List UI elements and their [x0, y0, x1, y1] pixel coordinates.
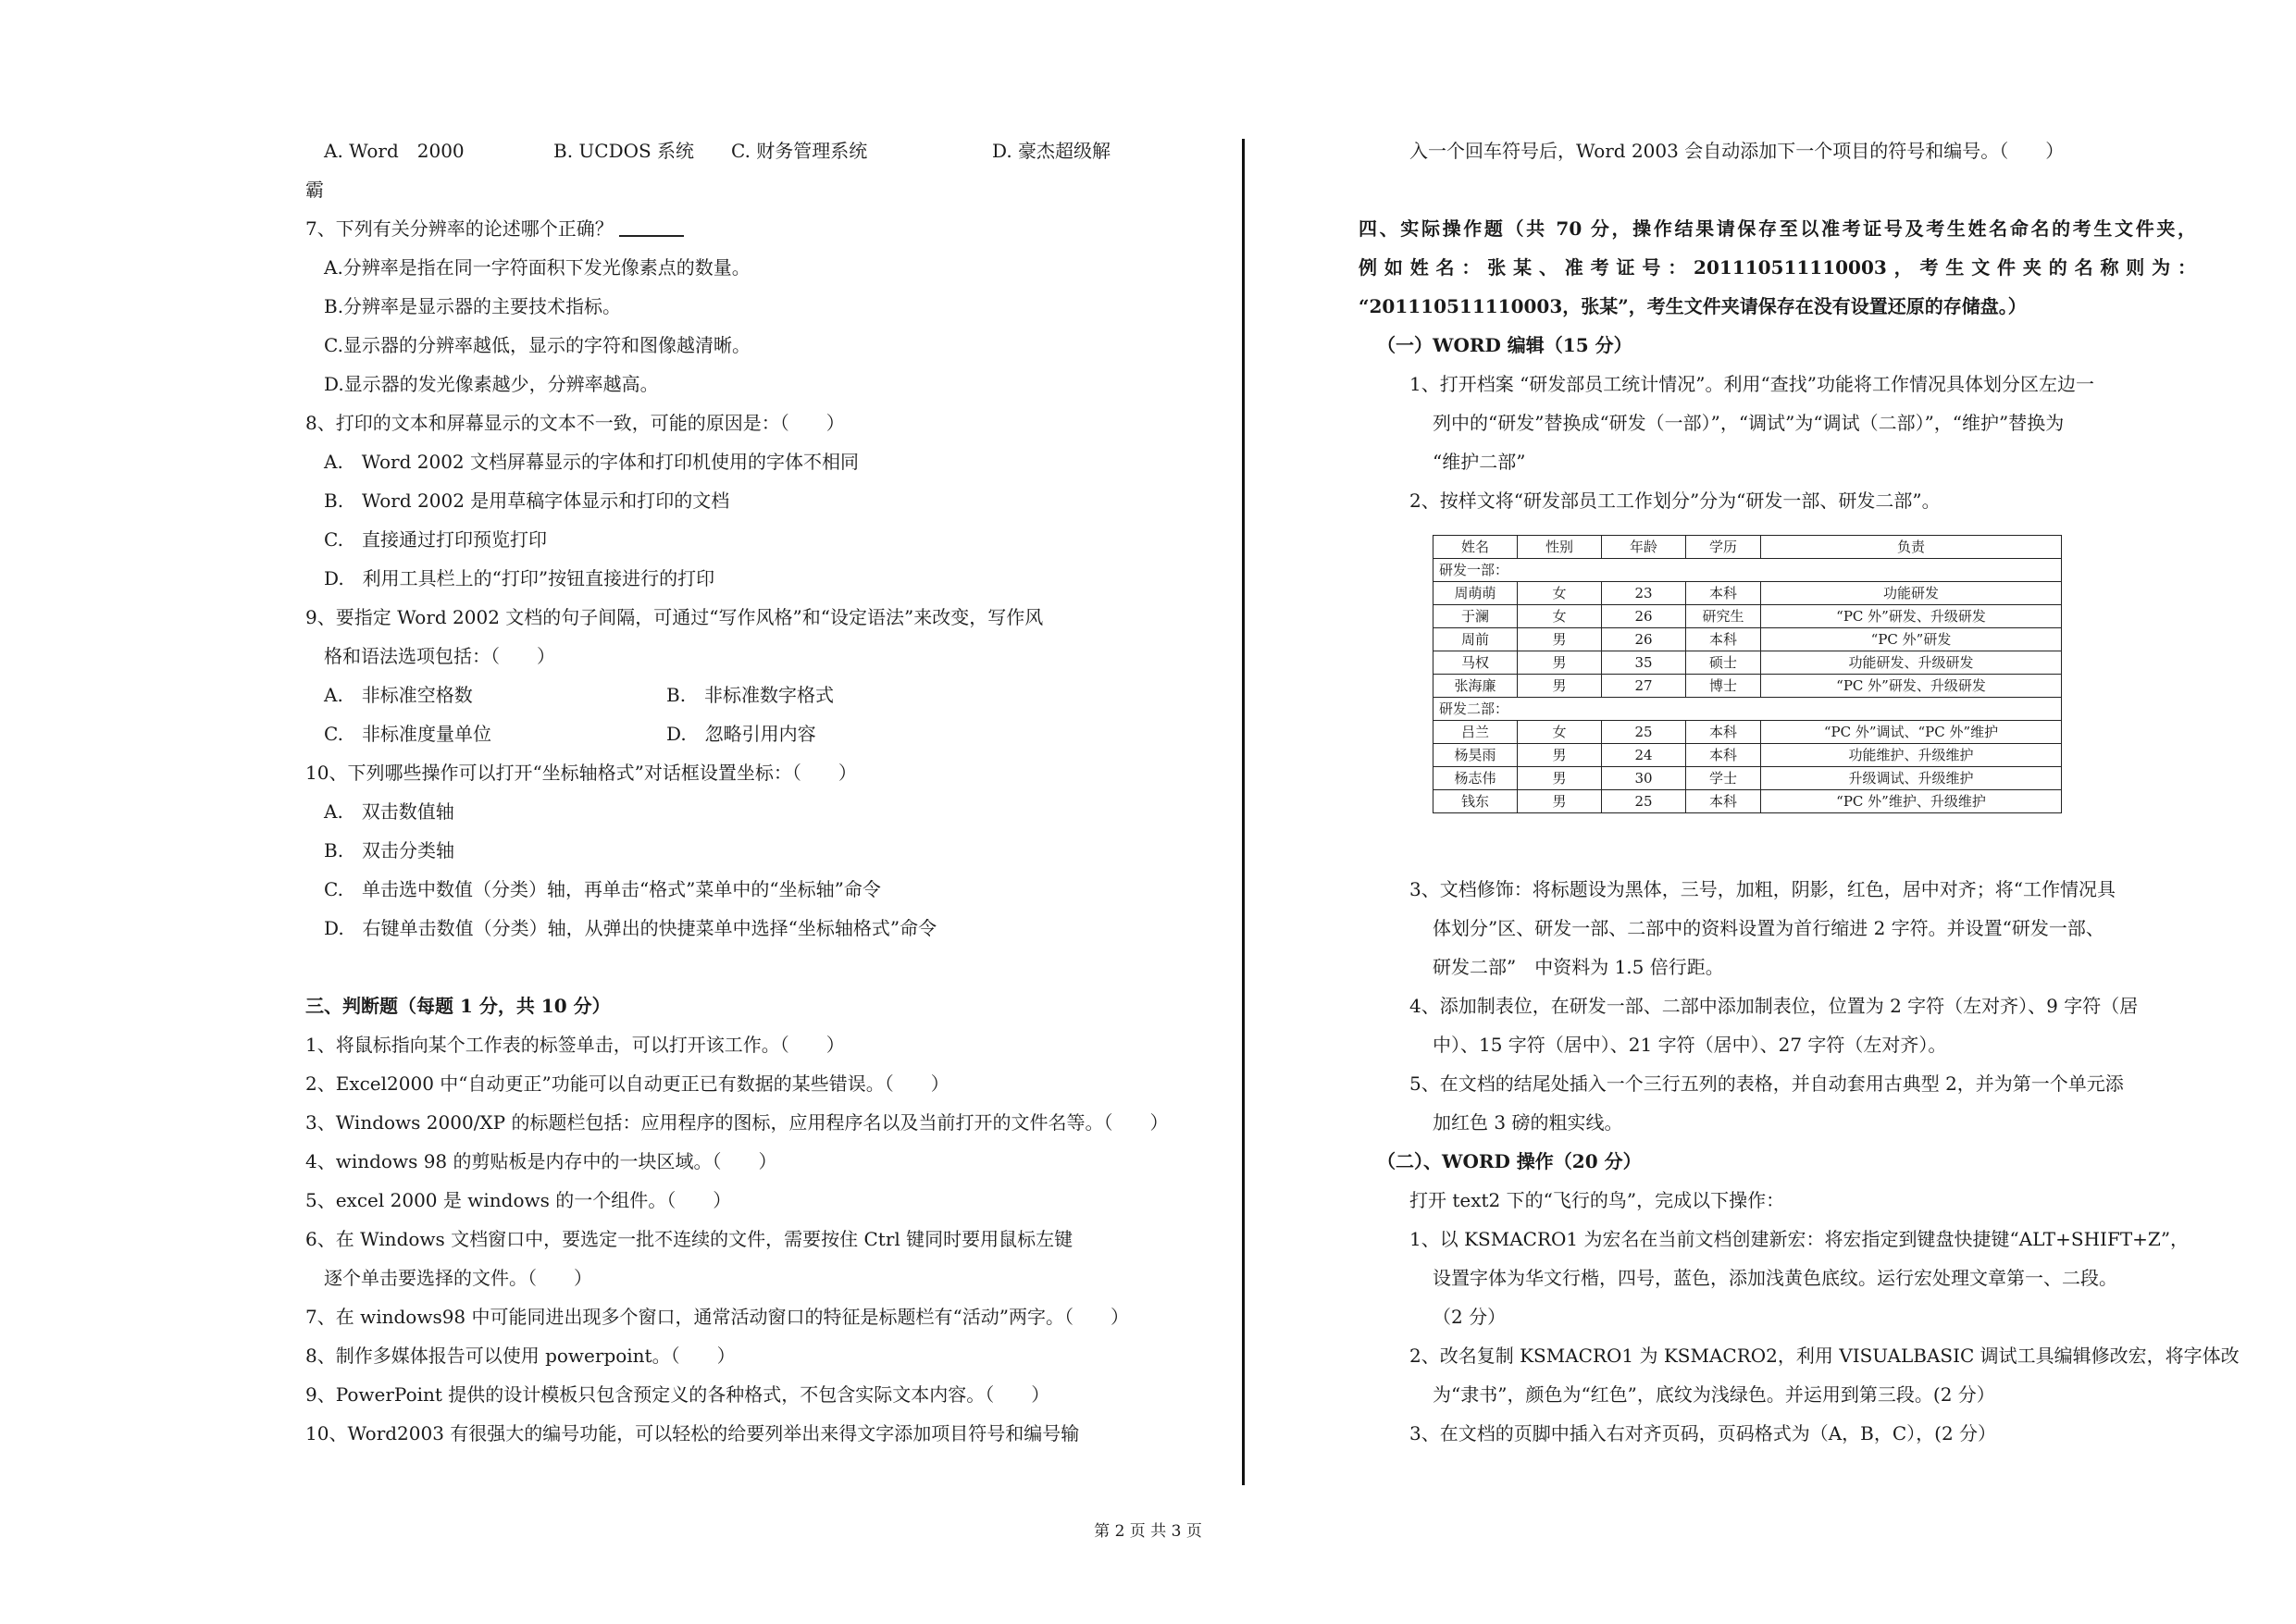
- table-cell: 25: [1602, 790, 1686, 813]
- q7-option-b: B.分辨率是显示器的主要技术指标。: [324, 295, 622, 317]
- table-cell: “PC 外”研发、升级研发: [1761, 605, 2062, 628]
- part1-item4-line2: 中）、15 字符（居中）、21 字符（居中）、27 字符（左对齐）。: [1433, 1034, 1947, 1056]
- table-cell: 杨志伟: [1433, 767, 1518, 790]
- table-row: [1433, 628, 2062, 651]
- judge-item-3: 3、Windows 2000/XP 的标题栏包括：应用程序的图标，应用程序名以及当前打开的文件名等。（ ）: [305, 1111, 1169, 1134]
- section4-line1: 四、实际操作题（共 70 分，操作结果请保存至以准考证号及考生姓名命名的考生文件夹，: [1359, 217, 2196, 240]
- q8-stem: 8、打印的文本和屏幕显示的文本不一致，可能的原因是：（ ）: [305, 412, 845, 434]
- table-cell: “PC 外”研发: [1761, 628, 2062, 651]
- table-row: [1433, 675, 2062, 698]
- table-header-row: [1433, 536, 2062, 559]
- table-cell: 硕士: [1686, 651, 1761, 675]
- table-cell: 杨昊雨: [1433, 744, 1518, 767]
- table-row: [1433, 744, 2062, 767]
- table-cell: 女: [1518, 582, 1602, 605]
- section3-title: 三、判断题（每题 1 分，共 10 分）: [305, 995, 611, 1017]
- sample-table: [1433, 535, 2062, 813]
- table-cell: 周前: [1433, 628, 1518, 651]
- q8-option-a: A. Word 2002 文档屏幕显示的字体和打印机使用的字体不相同: [324, 451, 860, 473]
- table-row: [1433, 767, 2062, 790]
- q10-stem: 10、下列哪些操作可以打开“坐标轴格式”对话框设置坐标：（ ）: [305, 762, 857, 784]
- table-cell: 本科: [1686, 744, 1761, 767]
- table-cell: 周萌萌: [1433, 582, 1518, 605]
- table-cell: 博士: [1686, 675, 1761, 698]
- table-cell: 本科: [1686, 628, 1761, 651]
- q9-option-d: D. 忽略引用内容: [666, 723, 816, 745]
- q7-option-a: A.分辨率是指在同一字符面积下发光像素点的数量。: [324, 256, 751, 279]
- table-group-row: [1433, 698, 2062, 721]
- table-cell: 研究生: [1686, 605, 1761, 628]
- table-cell: “PC 外”研发、升级研发: [1761, 675, 2062, 698]
- page-footer: 第 2 页 共 3 页: [1094, 1522, 1202, 1541]
- table-cell: 本科: [1686, 790, 1761, 813]
- judge-item-6: 6、在 Windows 文档窗口中，要选定一批不连续的文件，需要按住 Ctrl 键同时要用鼠标左键: [305, 1228, 1074, 1250]
- table-cell: 26: [1602, 628, 1686, 651]
- table-group-label: 研发一部：: [1433, 559, 2062, 582]
- table-cell: 30: [1602, 767, 1686, 790]
- table-cell: 男: [1518, 744, 1602, 767]
- table-cell: 35: [1602, 651, 1686, 675]
- column-divider: [1242, 139, 1245, 1485]
- table-cell: 学士: [1686, 767, 1761, 790]
- q10-option-b: B. 双击分类轴: [324, 839, 455, 862]
- table-row: [1433, 721, 2062, 744]
- q10-option-c: C. 单击选中数值（分类）轴，再单击“格式”菜单中的“坐标轴”命令: [324, 878, 881, 900]
- judge-item-10-cont: 入一个回车符号后，Word 2003 会自动添加下一个项目的符号和编号。（ ）: [1409, 140, 2065, 162]
- part1-item3-line3: 研发二部” 中资料为 1.5 倍行距。: [1433, 956, 1724, 978]
- part1-item2: 2、按样文将“研发部员工工作划分”分为“研发一部、研发二部”。: [1409, 490, 1941, 512]
- table-cell: 张海廉: [1433, 675, 1518, 698]
- q8-option-d: D. 利用工具栏上的“打印”按钮直接进行的打印: [324, 567, 715, 589]
- table-cell: 功能维护、升级维护: [1761, 744, 2062, 767]
- part1-item5-line2: 加红色 3 磅的粗实线。: [1433, 1111, 1623, 1134]
- judge-item-9: 9、PowerPoint 提供的设计模板只包含预定义的各种格式，不包含实际文本内容。（ ）: [305, 1383, 1050, 1406]
- judge-item-1: 1、将鼠标指向某个工作表的标签单击，可以打开该工作。（ ）: [305, 1034, 845, 1056]
- table-cell: 男: [1518, 651, 1602, 675]
- table-header-cell: 性别: [1518, 536, 1602, 559]
- table-header-cell: 姓名: [1433, 536, 1518, 559]
- table-header-cell: 年龄: [1602, 536, 1686, 559]
- table-row: [1433, 605, 2062, 628]
- q6-option-a: A. Word 2000: [324, 140, 465, 162]
- part2-item2-line2: 为“隶书”，颜色为“红色”，底纹为浅绿色。并运用到第三段。(2 分）: [1433, 1383, 1995, 1406]
- table-header-cell: 学历: [1686, 536, 1761, 559]
- table-cell: 男: [1518, 767, 1602, 790]
- q7-option-c: C.显示器的分辨率越低，显示的字符和图像越清晰。: [324, 334, 751, 356]
- table-cell: 于澜: [1433, 605, 1518, 628]
- part1-item3-line2: 体划分”区、研发一部、二部中的资料设置为首行缩进 2 字符。并设置“研发一部、: [1433, 917, 2104, 939]
- part1-item4-line1: 4、添加制表位，在研发一部、二部中添加制表位，位置为 2 字符（左对齐）、9 字符（居: [1409, 995, 2139, 1017]
- part1-item1-line3: “维护二部”: [1433, 451, 1526, 473]
- table-row: [1433, 582, 2062, 605]
- judge-item-8: 8、制作多媒体报告可以使用 powerpoint。（ ）: [305, 1345, 736, 1367]
- part2-item1-line1: 1、以 KSMACRO1 为宏名在当前文档创建新宏：将宏指定到键盘快捷键“ALT+SHIFT+Z”，: [1409, 1228, 2190, 1250]
- part1-item3-line1: 3、文档修饰：将标题设为黑体，三号，加粗，阴影，红色，居中对齐；将“工作情况具: [1409, 878, 2116, 900]
- section4-line3: “201110511110003，张某”，考生文件夹请保存在没有设置还原的存储盘。）: [1359, 295, 2027, 317]
- answer-blank: [619, 215, 684, 237]
- q7-option-d: D.显示器的发光像素越少，分辨率越高。: [324, 373, 659, 395]
- part2-item1-line2: 设置字体为华文行楷，四号，蓝色，添加浅黄色底纹。运行宏处理文章第一、二段。: [1433, 1267, 2117, 1289]
- q10-option-d: D. 右键单击数值（分类）轴，从弹出的快捷菜单中选择“坐标轴格式”命令: [324, 917, 937, 939]
- table-header-cell: 负责: [1761, 536, 2062, 559]
- judge-item-10: 10、Word2003 有很强大的编号功能，可以轻松的给要列举出来得文字添加项目符号和编号输: [305, 1422, 1080, 1444]
- part2-item1-line3: （2 分）: [1433, 1306, 1507, 1328]
- table-cell: 马权: [1433, 651, 1518, 675]
- table-cell: 26: [1602, 605, 1686, 628]
- q9-option-c: C. 非标准度量单位: [324, 723, 491, 745]
- q8-option-c: C. 直接通过打印预览打印: [324, 528, 547, 551]
- q7-stem-text: 7、下列有关分辨率的论述哪个正确？: [305, 217, 614, 240]
- q7-stem: [305, 215, 1222, 242]
- part2-intro: 打开 text2 下的“飞行的鸟”，完成以下操作：: [1409, 1189, 1785, 1211]
- table-group-row: [1433, 559, 2062, 582]
- section4-line2: 例如姓名：张某、准考证号：201110511110003，考生文件夹的名称则为：: [1359, 256, 2196, 279]
- part2-item2-line1: 2、改名复制 KSMACRO1 为 KSMACRO2，利用 VISUALBASIC 调试工具编辑修改宏，将字体改: [1409, 1345, 2240, 1367]
- judge-item-6-cont: 逐个单击要选择的文件。（ ）: [324, 1267, 592, 1289]
- q8-option-b: B. Word 2002 是用草稿字体显示和打印的文档: [324, 490, 730, 512]
- table-cell: 吕兰: [1433, 721, 1518, 744]
- table-cell: 本科: [1686, 721, 1761, 744]
- table-cell: 女: [1518, 605, 1602, 628]
- part2-item3: 3、在文档的页脚中插入右对齐页码，页码格式为（A，B，C），(2 分）: [1409, 1422, 1997, 1444]
- q9-option-b: B. 非标准数字格式: [666, 684, 835, 706]
- table-cell: “PC 外”维护、升级维护: [1761, 790, 2062, 813]
- q6-wrap: 霸: [305, 179, 324, 201]
- table-cell: 钱东: [1433, 790, 1518, 813]
- table-cell: 升级调试、升级维护: [1761, 767, 2062, 790]
- part2-title: （二）、WORD 操作（20 分）: [1377, 1150, 1642, 1172]
- judge-item-4: 4、windows 98 的剪贴板是内存中的一块区域。（ ）: [305, 1150, 777, 1172]
- judge-item-7: 7、在 windows98 中可能同进出现多个窗口，通常活动窗口的特征是标题栏有“活动”两字。（ ）: [305, 1306, 1129, 1328]
- table-cell: 23: [1602, 582, 1686, 605]
- part1-item1-line1: 1、打开档案 “研发部员工统计情况”。利用“查找”功能将工作情况具体划分区左边一: [1409, 373, 2094, 395]
- table-cell: 27: [1602, 675, 1686, 698]
- table-row: [1433, 790, 2062, 813]
- q6-option-c: C. 财务管理系统: [731, 140, 868, 162]
- part1-item5-line1: 5、在文档的结尾处插入一个三行五列的表格，并自动套用古典型 2，并为第一个单元添: [1409, 1072, 2124, 1095]
- table-cell: 男: [1518, 675, 1602, 698]
- q9-stem-line1: 9、要指定 Word 2002 文档的句子间隔，可通过“写作风格”和“设定语法”来改变，写作风: [305, 606, 1044, 628]
- table-cell: 25: [1602, 721, 1686, 744]
- q10-option-a: A. 双击数值轴: [324, 800, 454, 823]
- q6-option-b: B. UCDOS 系统: [553, 140, 695, 162]
- table-cell: 功能研发: [1761, 582, 2062, 605]
- judge-item-5: 5、excel 2000 是 windows 的一个组件。（ ）: [305, 1189, 732, 1211]
- part1-title: （一）WORD 编辑（15 分）: [1377, 334, 1632, 356]
- judge-item-2: 2、Excel2000 中“自动更正”功能可以自动更正已有数据的某些错误。（ ）: [305, 1072, 949, 1095]
- table-cell: 24: [1602, 744, 1686, 767]
- q9-option-a: A. 非标准空格数: [324, 684, 473, 706]
- q6-option-d: D. 豪杰超级解: [992, 140, 1111, 162]
- table-cell: 本科: [1686, 582, 1761, 605]
- table-cell: 男: [1518, 790, 1602, 813]
- q9-stem-line2: 格和语法选项包括：（ ）: [324, 645, 555, 667]
- table-group-label: 研发二部：: [1433, 698, 2062, 721]
- table-cell: “PC 外”调试、“PC 外”维护: [1761, 721, 2062, 744]
- table-cell: 功能研发、升级研发: [1761, 651, 2062, 675]
- table-cell: 男: [1518, 628, 1602, 651]
- table-row: [1433, 651, 2062, 675]
- table-cell: 女: [1518, 721, 1602, 744]
- part1-item1-line2: 列中的“研发”替换成“研发（一部）”，“调试”为“调试（二部）”，“维护”替换为: [1433, 412, 2065, 434]
